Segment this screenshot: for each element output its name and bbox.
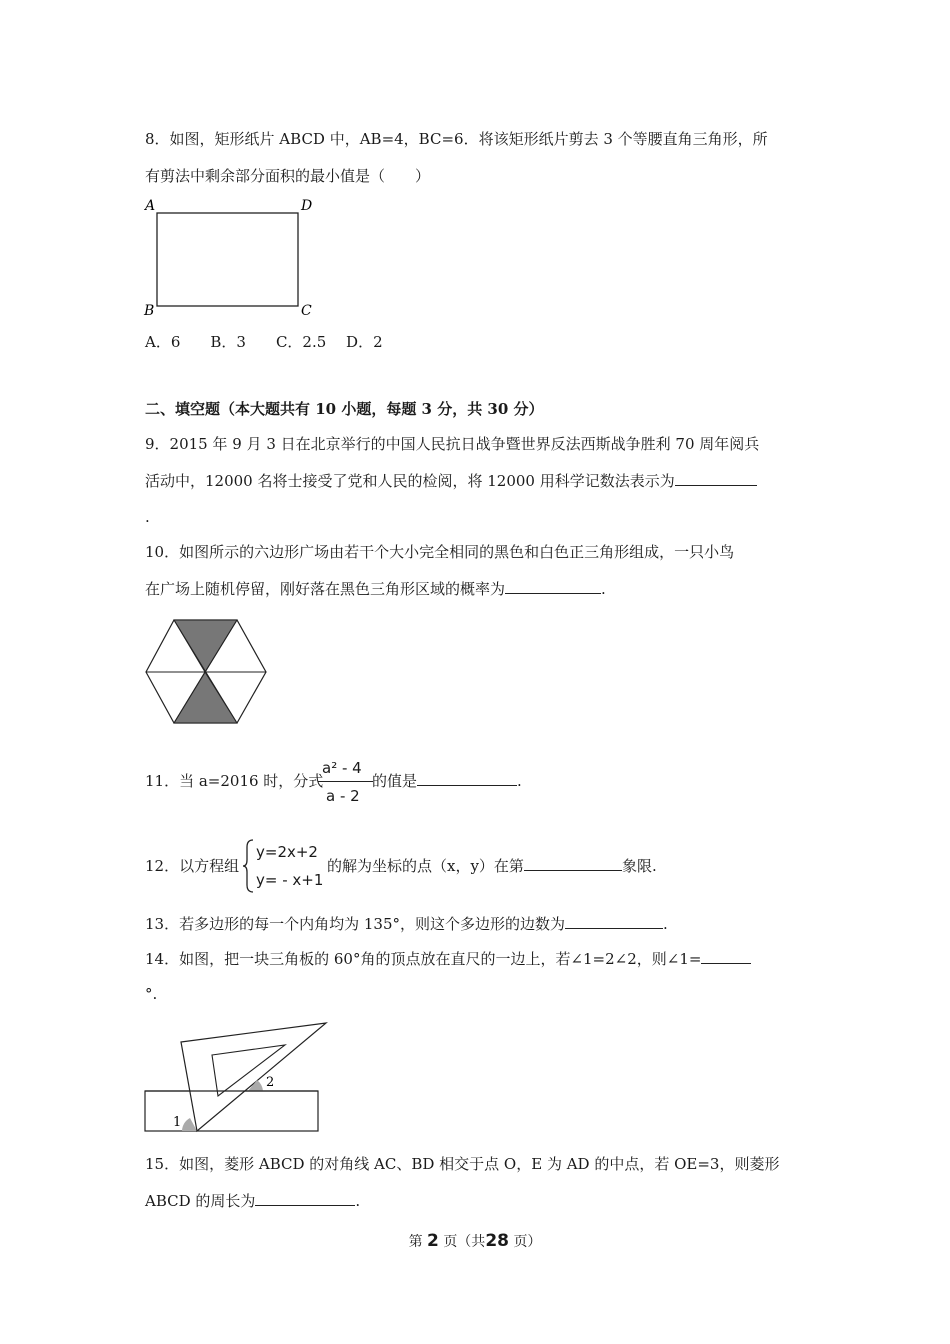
vertex-a-label: A bbox=[145, 198, 156, 214]
footer-mid: 页（共 bbox=[443, 1234, 486, 1250]
angle-1-label: 1 bbox=[173, 1115, 182, 1130]
triangle-ruler-figure bbox=[140, 1018, 335, 1136]
q8-line1: 8．如图，矩形纸片 ABCD 中，AB=4，BC=6．将该矩形纸片剪去 3 个等腰直角三角形，所 bbox=[145, 130, 768, 148]
q12-answer-blank[interactable] bbox=[524, 855, 622, 871]
q9-line2-text: 活动中，12000 名将士接受了党和人民的检阅，将 12000 用科学记数法表示为 bbox=[145, 472, 675, 490]
q12-eq2: y= - x+1 bbox=[256, 871, 324, 889]
q9-answer-blank[interactable] bbox=[675, 470, 757, 486]
hexagon-figure bbox=[145, 618, 270, 726]
q11-answer-blank[interactable] bbox=[417, 770, 517, 786]
q14-line2: °. bbox=[145, 985, 158, 1003]
q15-line1: 15．如图，菱形 ABCD 的对角线 AC、BD 相交于点 O，E 为 AD 的中点，若 OE=3，则菱形 bbox=[145, 1155, 780, 1173]
q11-end: . bbox=[517, 772, 522, 790]
brace-icon bbox=[242, 838, 256, 894]
q8-options: A．6 B．3 C．2.5 D．2 bbox=[145, 333, 383, 351]
vertex-c-label: C bbox=[301, 303, 312, 319]
q15-answer-blank[interactable] bbox=[255, 1190, 355, 1206]
q14-answer-blank[interactable] bbox=[701, 948, 751, 964]
q13-line bbox=[145, 913, 668, 934]
q11-prefix: 11．当 a=2016 时，分式 bbox=[145, 772, 324, 790]
q10-line1: 10．如图所示的六边形广场由若干个大小完全相同的黑色和白色正三角形组成，一只小鸟 bbox=[145, 543, 735, 561]
footer-prefix: 第 bbox=[408, 1234, 423, 1250]
section2-title: 二、填空题（本大题共有 10 小题，每题 3 分，共 30 分） bbox=[145, 400, 544, 418]
q11-suffix-line bbox=[372, 770, 522, 791]
q11-denominator: a - 2 bbox=[326, 787, 360, 805]
total-pages: 28 bbox=[485, 1231, 509, 1251]
q13-text: 13．若多边形的每一个内角均为 135°，则这个多边形的边数为 bbox=[145, 915, 565, 933]
q10-line2-text: 在广场上随机停留，刚好落在黑色三角形区域的概率为 bbox=[145, 580, 506, 598]
q11-numerator: a² - 4 bbox=[322, 759, 362, 777]
q15-end: . bbox=[355, 1192, 361, 1210]
fraction-bar bbox=[318, 781, 373, 782]
q12-prefix: 12．以方程组 bbox=[145, 857, 240, 875]
vertex-b-label: B bbox=[144, 303, 155, 319]
q9-line1: 9．2015 年 9 月 3 日在北京举行的中国人民抗日战争暨世界反法西斯战争胜利 70 周年阅兵 bbox=[145, 435, 760, 453]
vertex-d-label: D bbox=[301, 198, 313, 214]
q13-end: . bbox=[663, 915, 668, 933]
q12-eq1: y=2x+2 bbox=[256, 843, 318, 861]
q9-line3: . bbox=[145, 508, 150, 526]
q14-line1-text: 14．如图，把一块三角板的 60°角的顶点放在直尺的一边上，若∠1=2∠2，则∠1= bbox=[145, 950, 702, 968]
angle-2-label: 2 bbox=[266, 1075, 275, 1090]
q10-end: . bbox=[601, 580, 606, 598]
q13-answer-blank[interactable] bbox=[565, 913, 663, 929]
footer-suffix: 页） bbox=[513, 1234, 542, 1250]
q12-suffix-line bbox=[327, 855, 657, 876]
q12-end: 象限. bbox=[621, 857, 657, 875]
q14-line1 bbox=[145, 948, 751, 969]
rectangle-figure bbox=[140, 193, 330, 323]
q9-line2 bbox=[145, 470, 757, 491]
q8-line2: 有剪法中剩余部分面积的最小值是（ ） bbox=[145, 167, 431, 185]
q15-line2-text: ABCD 的周长为 bbox=[145, 1192, 256, 1210]
q10-line2 bbox=[145, 578, 606, 599]
page-number: 2 bbox=[427, 1231, 439, 1251]
q11-suffix: 的值是 bbox=[372, 772, 418, 790]
q10-answer-blank[interactable] bbox=[505, 578, 601, 594]
q15-line2 bbox=[145, 1190, 360, 1211]
page-footer bbox=[0, 1231, 950, 1251]
q12-suffix: 的解为坐标的点（x，y）在第 bbox=[327, 857, 524, 875]
